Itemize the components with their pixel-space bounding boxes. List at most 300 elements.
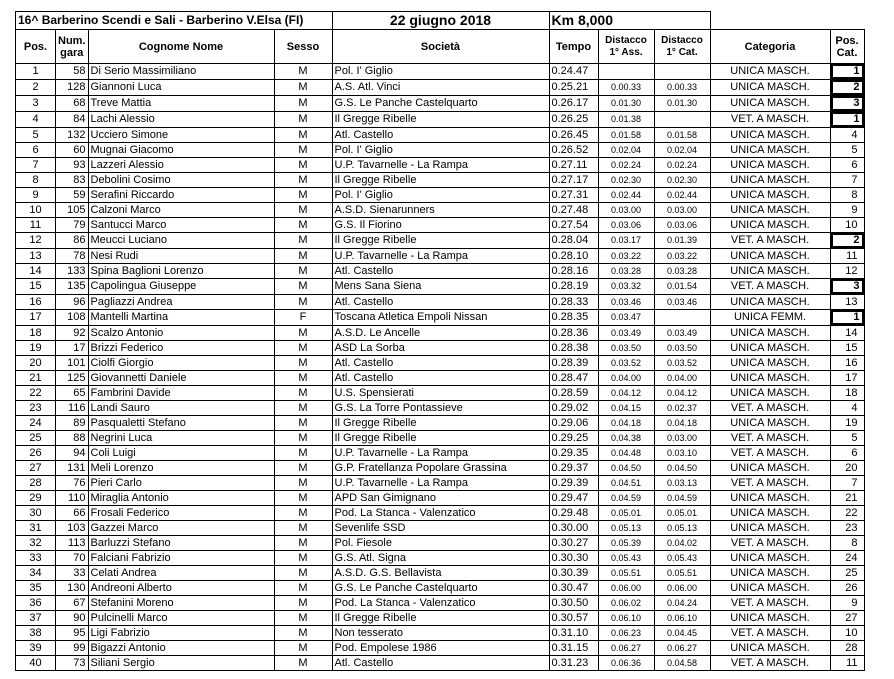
cell-gap-abs: 0.06.02 [598,596,654,611]
cell-time: 0.30.30 [549,551,598,566]
cell-num: 90 [56,611,89,626]
cell-sex: M [274,371,332,386]
cell-pos: 12 [16,233,56,249]
cell-time: 0.29.39 [549,476,598,491]
cell-pos-cat: 5 [830,143,864,158]
cell-num: 88 [56,431,89,446]
cell-name: Ligi Fabrizio [88,626,274,641]
cell-time: 0.26.17 [549,96,598,112]
table-row [16,341,865,356]
cell-num: 73 [56,656,89,671]
cell-gap-abs: 0.00.33 [598,80,654,96]
cell-gap-abs: 0.05.43 [598,551,654,566]
cell-sex: M [274,431,332,446]
table-row [16,536,865,551]
table-row [16,641,865,656]
cell-pos: 25 [16,431,56,446]
cell-club: Atl. Castello [332,128,549,143]
cell-pos: 38 [16,626,56,641]
cell-num: 83 [56,173,89,188]
cell-gap-abs: 0.04.12 [598,386,654,401]
cell-pos-cat: 14 [830,326,864,341]
table-row [16,581,865,596]
cell-gap-abs: 0.03.46 [598,295,654,310]
cell-name: Mugnai Giacomo [88,143,274,158]
cell-category: UNICA MASCH. [710,128,830,143]
cell-pos-cat: 23 [830,521,864,536]
table-row [16,173,865,188]
cell-sex: M [274,626,332,641]
cell-time: 0.30.27 [549,536,598,551]
cell-club: Il Gregge Ribelle [332,416,549,431]
cell-gap-abs: 0.06.27 [598,641,654,656]
cell-num: 93 [56,158,89,173]
cell-name: Brizzi Federico [88,341,274,356]
title-row [16,12,865,30]
cell-pos-cat: 7 [830,173,864,188]
cell-pos: 21 [16,371,56,386]
cell-category: UNICA MASCH. [710,641,830,656]
cell-club: Mens Sana Siena [332,279,549,295]
cell-num: 132 [56,128,89,143]
table-row [16,249,865,264]
cell-sex: M [274,386,332,401]
cell-club: Il Gregge Ribelle [332,173,549,188]
cell-name: Bigazzi Antonio [88,641,274,656]
cell-num: 68 [56,96,89,112]
cell-time: 0.28.47 [549,371,598,386]
cell-pos: 4 [16,112,56,128]
cell-gap-abs: 0.01.58 [598,128,654,143]
table-row [16,461,865,476]
cell-gap-abs: 0.06.36 [598,656,654,671]
table-row [16,476,865,491]
cell-pos: 36 [16,596,56,611]
results-table [15,11,865,671]
cell-category: UNICA MASCH. [710,173,830,188]
cell-pos: 29 [16,491,56,506]
cell-name: Barluzzi Stefano [88,536,274,551]
cell-sex: M [274,295,332,310]
table-row [16,279,865,295]
cell-gap-abs: 0.03.00 [598,203,654,218]
cell-category: UNICA MASCH. [710,96,830,112]
cell-club: ASD La Sorba [332,341,549,356]
cell-gap-cat [654,310,710,326]
cell-time: 0.28.38 [549,341,598,356]
cell-pos-cat: 9 [830,596,864,611]
cell-pos-cat [830,112,864,128]
table-row [16,264,865,279]
cell-club: Il Gregge Ribelle [332,112,549,128]
cell-gap-cat: 0.04.50 [654,461,710,476]
cell-club: Pol. I' Giglio [332,188,549,203]
cell-name: Nesi Rudi [88,249,274,264]
cell-pos-cat: 9 [830,203,864,218]
cell-name: Landi Sauro [88,401,274,416]
cell-time: 0.29.02 [549,401,598,416]
cell-category: VET. A MASCH. [710,279,830,295]
cell-category: VET. A MASCH. [710,233,830,249]
cell-club: Pol. Fiesole [332,536,549,551]
cell-club: G.S. Le Panche Castelquarto [332,96,549,112]
cell-num: 86 [56,233,89,249]
cell-gap-cat: 0.05.43 [654,551,710,566]
cell-num: 17 [56,341,89,356]
cell-num: 135 [56,279,89,295]
cell-sex: M [274,326,332,341]
cell-sex: M [274,203,332,218]
cell-pos-cat: 19 [830,416,864,431]
table-row [16,188,865,203]
cell-num: 59 [56,188,89,203]
cell-pos: 24 [16,416,56,431]
cell-pos-cat [830,64,864,80]
cell-time: 0.29.35 [549,446,598,461]
table-row [16,295,865,310]
cell-time: 0.28.39 [549,356,598,371]
cell-club: Sevenlife SSD [332,521,549,536]
cell-num: 110 [56,491,89,506]
cell-num: 65 [56,386,89,401]
cell-club: Pol. I' Giglio [332,143,549,158]
cell-name: Miraglia Antonio [88,491,274,506]
cell-club: U.P. Tavarnelle - La Rampa [332,446,549,461]
cell-sex: M [274,596,332,611]
cell-pos: 28 [16,476,56,491]
cell-gap-cat: 0.03.52 [654,356,710,371]
col-pos-cat: Pos. Cat. [830,30,864,64]
cell-name: Gazzei Marco [88,521,274,536]
cell-pos-cat [830,310,864,326]
cell-category: VET. A MASCH. [710,536,830,551]
cell-name: Giovannetti Daniele [88,371,274,386]
cell-gap-cat: 0.04.58 [654,656,710,671]
cell-num: 128 [56,80,89,96]
cell-gap-abs: 0.03.22 [598,249,654,264]
cell-num: 113 [56,536,89,551]
cell-num: 66 [56,506,89,521]
cell-num: 101 [56,356,89,371]
cell-club: Pod. Empolese 1986 [332,641,549,656]
cell-gap-cat: 0.04.12 [654,386,710,401]
cell-name: Fambrini Davide [88,386,274,401]
table-row [16,158,865,173]
cell-pos-cat: 24 [830,551,864,566]
cell-pos: 17 [16,310,56,326]
cell-gap-abs: 0.03.52 [598,356,654,371]
cell-time: 0.30.47 [549,581,598,596]
cell-category: UNICA MASCH. [710,249,830,264]
cell-club: Atl. Castello [332,264,549,279]
cell-category: UNICA MASCH. [710,264,830,279]
race-date: 22 giugno 2018 [332,12,549,30]
cell-gap-cat: 0.04.59 [654,491,710,506]
cell-pos: 9 [16,188,56,203]
cell-sex: M [274,64,332,80]
cell-gap-cat: 0.04.00 [654,371,710,386]
cell-time: 0.29.06 [549,416,598,431]
cell-time: 0.27.48 [549,203,598,218]
podium-badge: 2 [831,80,864,95]
cell-sex: M [274,80,332,96]
cell-num: 125 [56,371,89,386]
cell-name: Scalzo Antonio [88,326,274,341]
cell-category: UNICA MASCH. [710,356,830,371]
cell-num: 92 [56,326,89,341]
cell-name: Frosali Federico [88,506,274,521]
cell-name: Meucci Luciano [88,233,274,249]
cell-gap-abs: 0.04.51 [598,476,654,491]
cell-gap-abs: 0.04.18 [598,416,654,431]
cell-gap-cat [654,64,710,80]
cell-sex: M [274,218,332,233]
cell-pos: 18 [16,326,56,341]
cell-gap-abs: 0.04.00 [598,371,654,386]
cell-gap-cat: 0.03.00 [654,203,710,218]
cell-gap-abs: 0.06.00 [598,581,654,596]
cell-time: 0.29.37 [549,461,598,476]
cell-pos-cat: 5 [830,431,864,446]
table-row [16,64,865,80]
cell-gap-cat: 0.03.13 [654,476,710,491]
cell-club: A.S. Atl. Vinci [332,80,549,96]
table-row [16,356,865,371]
cell-sex: M [274,173,332,188]
cell-category: VET. A MASCH. [710,476,830,491]
cell-gap-cat: 0.02.44 [654,188,710,203]
cell-name: Coli Luigi [88,446,274,461]
cell-category: UNICA MASCH. [710,371,830,386]
cell-pos: 19 [16,341,56,356]
podium-badge: 1 [831,310,864,325]
cell-gap-cat [654,112,710,128]
cell-pos: 20 [16,356,56,371]
cell-time: 0.26.52 [549,143,598,158]
cell-pos-cat [830,80,864,96]
cell-sex: M [274,566,332,581]
cell-pos: 27 [16,461,56,476]
cell-pos: 23 [16,401,56,416]
cell-gap-cat: 0.04.45 [654,626,710,641]
cell-pos-cat: 20 [830,461,864,476]
column-header-row [16,30,865,64]
cell-pos-cat: 12 [830,264,864,279]
cell-gap-abs: 0.04.15 [598,401,654,416]
cell-name: Falciani Fabrizio [88,551,274,566]
cell-pos-cat [830,96,864,112]
cell-num: 131 [56,461,89,476]
cell-name: Capolingua Giuseppe [88,279,274,295]
cell-pos-cat: 7 [830,476,864,491]
cell-pos-cat: 18 [830,386,864,401]
table-row [16,128,865,143]
cell-category: UNICA MASCH. [710,341,830,356]
cell-category: UNICA MASCH. [710,64,830,80]
cell-name: Santucci Marco [88,218,274,233]
table-row [16,143,865,158]
cell-gap-cat: 0.05.51 [654,566,710,581]
cell-category: UNICA MASCH. [710,326,830,341]
cell-pos: 11 [16,218,56,233]
cell-category: VET. A MASCH. [710,656,830,671]
cell-num: 130 [56,581,89,596]
cell-gap-cat: 0.02.37 [654,401,710,416]
cell-num: 94 [56,446,89,461]
cell-category: UNICA MASCH. [710,566,830,581]
cell-num: 116 [56,401,89,416]
cell-num: 70 [56,551,89,566]
cell-sex: M [274,611,332,626]
cell-sex: F [274,310,332,326]
cell-gap-abs: 0.06.23 [598,626,654,641]
cell-pos-cat: 6 [830,158,864,173]
cell-sex: M [274,401,332,416]
cell-name: Pasqualetti Stefano [88,416,274,431]
cell-gap-abs [598,64,654,80]
cell-pos: 32 [16,536,56,551]
cell-time: 0.28.33 [549,295,598,310]
cell-category: VET. A MASCH. [710,431,830,446]
cell-gap-abs: 0.03.32 [598,279,654,295]
table-row [16,371,865,386]
cell-time: 0.29.47 [549,491,598,506]
table-row [16,80,865,96]
cell-gap-abs: 0.04.59 [598,491,654,506]
cell-pos: 8 [16,173,56,188]
cell-name: Ucciero Simone [88,128,274,143]
cell-club: U.S. Spensierati [332,386,549,401]
cell-gap-abs: 0.02.04 [598,143,654,158]
cell-time: 0.27.54 [549,218,598,233]
cell-club: G.S. Le Panche Castelquarto [332,581,549,596]
cell-pos: 15 [16,279,56,295]
cell-category: UNICA MASCH. [710,581,830,596]
cell-pos-cat: 17 [830,371,864,386]
cell-name: Andreoni Alberto [88,581,274,596]
cell-sex: M [274,356,332,371]
results-body [16,64,865,671]
cell-pos: 31 [16,521,56,536]
col-gap-abs: Distacco 1° Ass. [598,30,654,64]
cell-category: UNICA MASCH. [710,158,830,173]
cell-time: 0.30.39 [549,566,598,581]
cell-club: G.S. Atl. Signa [332,551,549,566]
cell-pos-cat: 11 [830,656,864,671]
cell-category: UNICA MASCH. [710,188,830,203]
cell-gap-abs: 0.03.47 [598,310,654,326]
cell-pos: 40 [16,656,56,671]
cell-club: Pod. La Stanca - Valenzatico [332,596,549,611]
table-row [16,416,865,431]
cell-category: VET. A MASCH. [710,112,830,128]
cell-gap-cat: 0.00.33 [654,80,710,96]
cell-pos: 30 [16,506,56,521]
cell-gap-abs: 0.02.24 [598,158,654,173]
cell-pos: 10 [16,203,56,218]
cell-name: Pulcinelli Marco [88,611,274,626]
cell-sex: M [274,461,332,476]
cell-gap-abs: 0.01.38 [598,112,654,128]
col-name: Cognome Nome [88,30,274,64]
cell-pos-cat: 11 [830,249,864,264]
cell-num: 60 [56,143,89,158]
cell-pos-cat: 4 [830,401,864,416]
table-row [16,566,865,581]
cell-gap-abs: 0.03.50 [598,341,654,356]
cell-gap-cat: 0.04.02 [654,536,710,551]
cell-club: G.S. Il Fiorino [332,218,549,233]
cell-pos-cat: 26 [830,581,864,596]
cell-category: UNICA MASCH. [710,551,830,566]
cell-pos: 6 [16,143,56,158]
cell-name: Mantelli Martina [88,310,274,326]
cell-time: 0.28.16 [549,264,598,279]
cell-time: 0.27.31 [549,188,598,203]
cell-sex: M [274,641,332,656]
cell-category: UNICA MASCH. [710,491,830,506]
cell-pos-cat: 10 [830,218,864,233]
table-row [16,431,865,446]
podium-badge: 3 [831,96,864,111]
cell-gap-cat: 0.05.13 [654,521,710,536]
cell-club: A.S.D. G.S. Bellavista [332,566,549,581]
cell-num: 96 [56,295,89,310]
table-row [16,656,865,671]
cell-club: G.S. La Torre Pontassieve [332,401,549,416]
cell-num: 84 [56,112,89,128]
cell-pos: 37 [16,611,56,626]
cell-gap-abs: 0.03.28 [598,264,654,279]
cell-category: VET. A MASCH. [710,446,830,461]
cell-num: 103 [56,521,89,536]
table-row [16,596,865,611]
cell-gap-cat: 0.05.01 [654,506,710,521]
cell-sex: M [274,521,332,536]
cell-pos: 7 [16,158,56,173]
event-title: 16^ Barberino Scendi e Sali - Barberino V.Elsa (FI) [16,12,333,30]
cell-name: Stefanini Moreno [88,596,274,611]
cell-gap-cat: 0.01.58 [654,128,710,143]
cell-pos-cat: 15 [830,341,864,356]
cell-sex: M [274,341,332,356]
cell-gap-cat: 0.01.54 [654,279,710,295]
cell-pos: 14 [16,264,56,279]
cell-sex: M [274,128,332,143]
cell-category: UNICA MASCH. [710,461,830,476]
cell-name: Debolini Cosimo [88,173,274,188]
cell-gap-abs: 0.01.30 [598,96,654,112]
cell-pos-cat: 8 [830,188,864,203]
cell-sex: M [274,506,332,521]
cell-sex: M [274,233,332,249]
cell-gap-abs: 0.03.06 [598,218,654,233]
title-blank [710,12,830,30]
cell-gap-cat: 0.01.39 [654,233,710,249]
cell-gap-abs: 0.04.38 [598,431,654,446]
table-row [16,386,865,401]
cell-category: UNICA MASCH. [710,386,830,401]
cell-category: UNICA MASCH. [710,143,830,158]
cell-category: UNICA MASCH. [710,80,830,96]
cell-sex: M [274,416,332,431]
cell-time: 0.28.36 [549,326,598,341]
cell-time: 0.30.00 [549,521,598,536]
cell-time: 0.28.04 [549,233,598,249]
cell-pos-cat [830,233,864,249]
col-num: Num. gara [56,30,89,64]
cell-gap-cat: 0.03.46 [654,295,710,310]
